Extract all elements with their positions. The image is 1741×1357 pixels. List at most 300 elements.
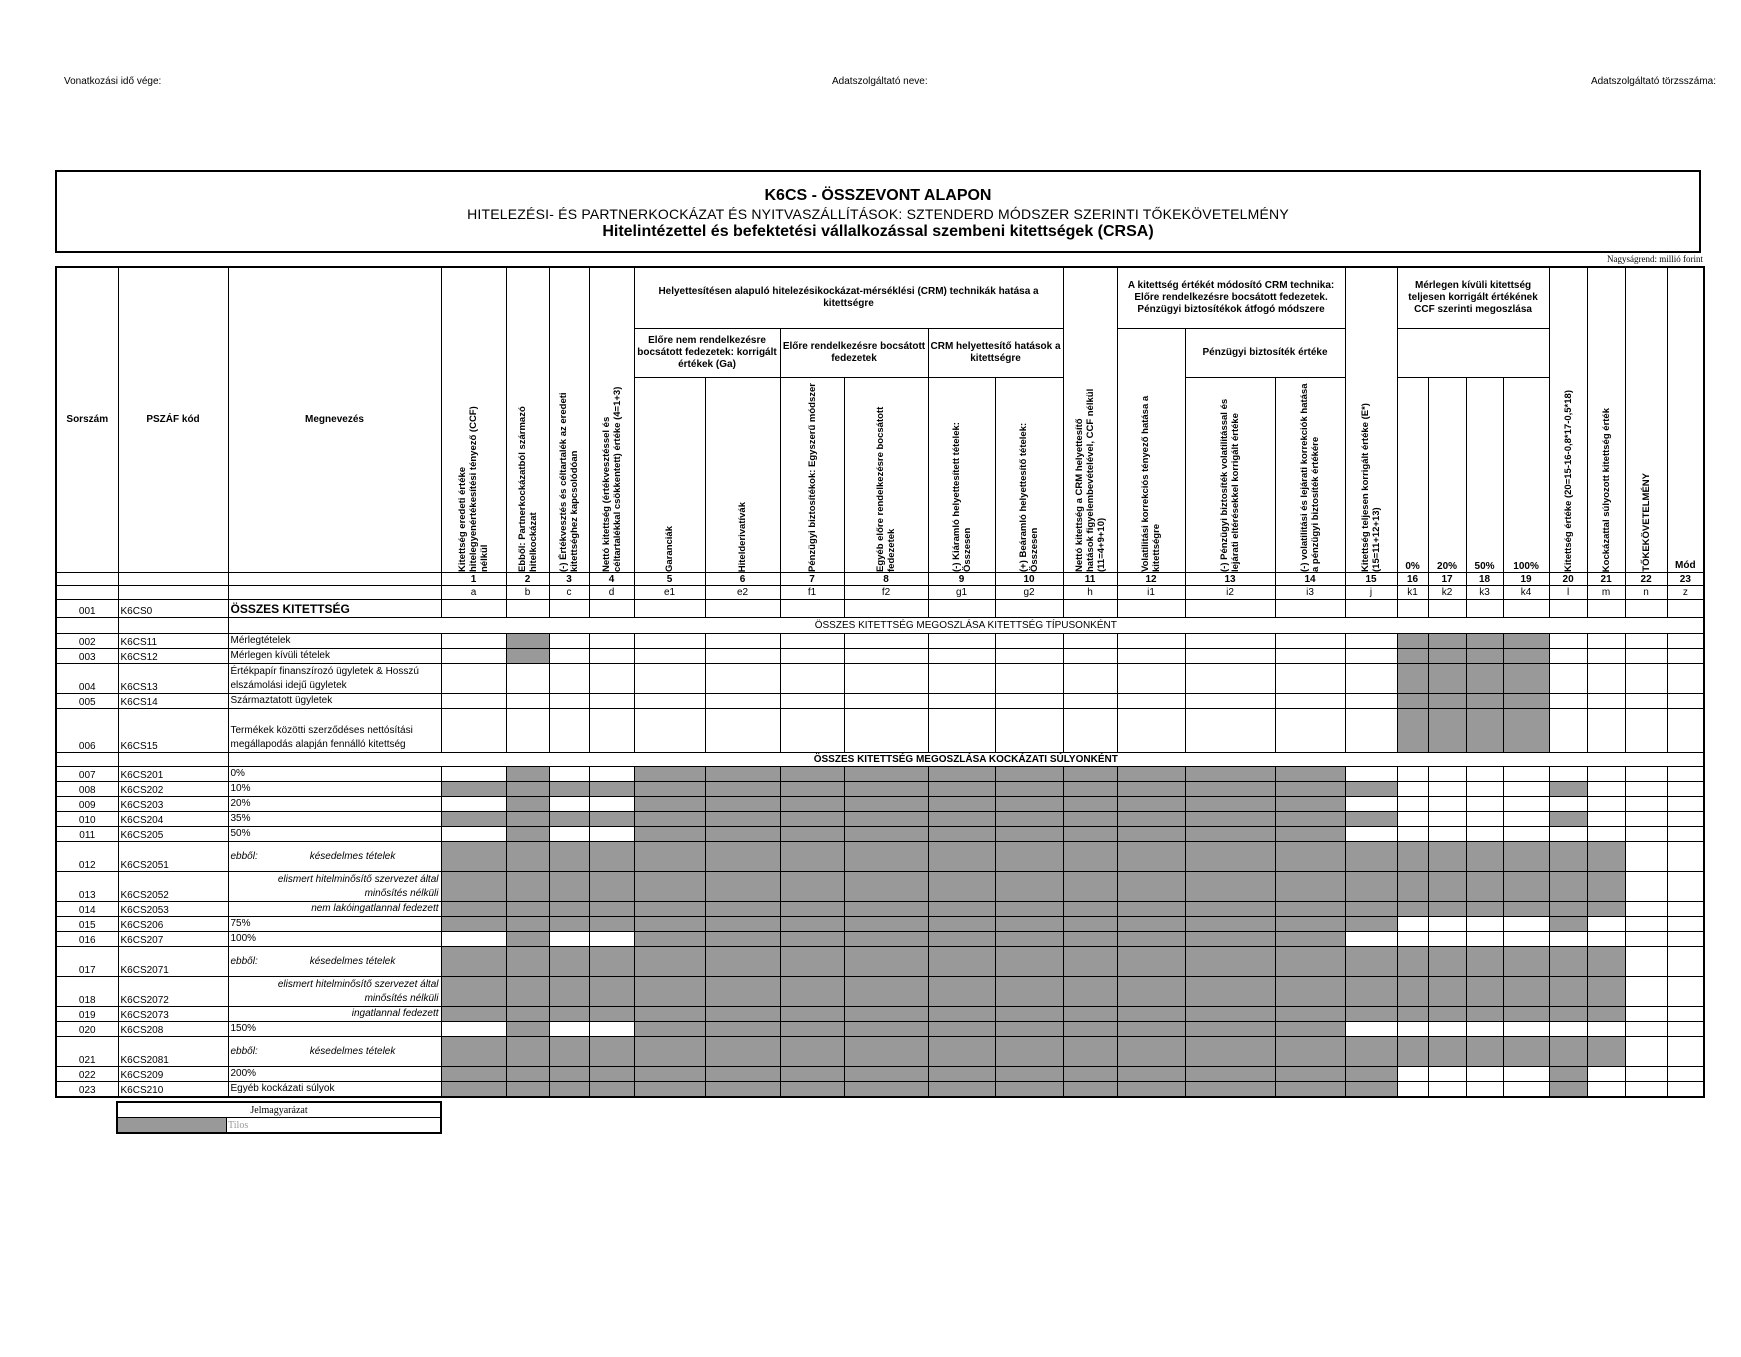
forbidden-cell: [1117, 977, 1185, 1007]
forbidden-cell: [1503, 694, 1549, 709]
forbidden-cell: [995, 1007, 1063, 1022]
row-name[interactable]: Származtatott ügyletek: [228, 694, 441, 709]
data-cell[interactable]: [1063, 694, 1117, 709]
forbidden-cell: [589, 1037, 634, 1067]
data-cell[interactable]: [441, 827, 506, 842]
data-cell[interactable]: [1625, 1007, 1667, 1022]
form-subtitle: HITELEZÉSI- ÉS PARTNERKOCKÁZAT ÉS NYITVASZÁLLÍTÁSOK: SZTENDERD MÓDSZER SZERINTI TŐKEKÖVETELMÉNY: [467, 206, 1289, 222]
data-cell[interactable]: [705, 649, 780, 664]
row-name[interactable]: [228, 842, 441, 872]
data-cell[interactable]: [634, 600, 705, 618]
data-cell[interactable]: [1117, 709, 1185, 753]
data-cell[interactable]: [780, 664, 844, 694]
data-cell[interactable]: [1625, 664, 1667, 694]
data-cell[interactable]: [1667, 917, 1704, 932]
forbidden-cell: [506, 902, 549, 917]
data-cell[interactable]: [1549, 932, 1587, 947]
data-cell[interactable]: [1667, 827, 1704, 842]
data-cell[interactable]: [549, 709, 589, 753]
data-cell[interactable]: [441, 664, 506, 694]
data-cell[interactable]: [1549, 1022, 1587, 1037]
data-cell[interactable]: [1587, 694, 1625, 709]
data-cell[interactable]: [589, 827, 634, 842]
data-cell[interactable]: [1428, 812, 1466, 827]
data-cell[interactable]: [634, 694, 705, 709]
data-cell[interactable]: [1397, 782, 1428, 797]
data-cell[interactable]: [506, 664, 549, 694]
data-cell[interactable]: [441, 932, 506, 947]
data-cell[interactable]: [1587, 649, 1625, 664]
data-cell[interactable]: [1345, 709, 1397, 753]
row-name[interactable]: Mérlegen kívüli tételek: [228, 649, 441, 664]
forbidden-cell: [995, 902, 1063, 917]
data-cell[interactable]: [589, 634, 634, 649]
data-cell[interactable]: [1549, 709, 1587, 753]
data-cell[interactable]: [1397, 797, 1428, 812]
row-name[interactable]: nem lakóingatlannal fedezett: [228, 902, 441, 917]
forbidden-cell: [1345, 902, 1397, 917]
forbidden-cell: [549, 872, 589, 902]
data-cell[interactable]: [1466, 932, 1503, 947]
data-cell[interactable]: [995, 694, 1063, 709]
data-cell[interactable]: [1185, 600, 1275, 618]
data-cell[interactable]: [928, 664, 995, 694]
forbidden-cell: [1063, 797, 1117, 812]
data-cell[interactable]: [1185, 634, 1275, 649]
forbidden-cell: [1063, 782, 1117, 797]
data-cell[interactable]: [1428, 797, 1466, 812]
data-cell[interactable]: [1117, 694, 1185, 709]
data-cell[interactable]: [1345, 694, 1397, 709]
data-cell[interactable]: [589, 797, 634, 812]
data-cell[interactable]: [1667, 1037, 1704, 1067]
forbidden-cell: [844, 947, 928, 977]
data-cell[interactable]: [928, 694, 995, 709]
data-cell[interactable]: [1587, 797, 1625, 812]
data-cell[interactable]: [1063, 649, 1117, 664]
forbidden-cell: [506, 947, 549, 977]
data-cell[interactable]: [1397, 1022, 1428, 1037]
data-cell[interactable]: [589, 694, 634, 709]
data-cell[interactable]: [1625, 694, 1667, 709]
data-cell[interactable]: [995, 634, 1063, 649]
data-cell[interactable]: [1503, 767, 1549, 782]
data-cell[interactable]: [1587, 1082, 1625, 1098]
data-cell[interactable]: [1549, 649, 1587, 664]
row-name[interactable]: Egyéb kockázati súlyok: [228, 1082, 441, 1098]
data-cell[interactable]: [1117, 664, 1185, 694]
data-cell[interactable]: [549, 827, 589, 842]
data-cell[interactable]: [705, 600, 780, 618]
forbidden-cell: [844, 932, 928, 947]
data-cell[interactable]: [1397, 827, 1428, 842]
row-name-prefix: ebből:: [230, 1045, 258, 1057]
data-cell[interactable]: [1587, 664, 1625, 694]
data-cell[interactable]: [549, 664, 589, 694]
data-cell[interactable]: [1466, 600, 1503, 618]
data-cell[interactable]: [844, 709, 928, 753]
empty-cell: [118, 753, 228, 767]
data-cell[interactable]: [441, 1022, 506, 1037]
data-cell[interactable]: [1667, 694, 1704, 709]
data-cell[interactable]: [1466, 1067, 1503, 1082]
data-cell[interactable]: [1275, 649, 1345, 664]
data-cell[interactable]: [1117, 634, 1185, 649]
data-cell[interactable]: [1428, 932, 1466, 947]
data-cell[interactable]: [1667, 902, 1704, 917]
data-cell[interactable]: [1587, 1067, 1625, 1082]
data-cell[interactable]: [506, 709, 549, 753]
data-cell[interactable]: [1625, 600, 1667, 618]
forbidden-cell: [705, 917, 780, 932]
data-cell[interactable]: [1503, 782, 1549, 797]
forbidden-cell: [589, 812, 634, 827]
data-cell[interactable]: [1667, 932, 1704, 947]
data-cell[interactable]: [634, 649, 705, 664]
data-cell[interactable]: [1397, 767, 1428, 782]
col-number: 20: [1549, 573, 1587, 586]
row-name[interactable]: 200%: [228, 1067, 441, 1082]
data-cell[interactable]: [1625, 797, 1667, 812]
data-cell[interactable]: [1185, 694, 1275, 709]
row-name[interactable]: [228, 1037, 441, 1067]
data-cell[interactable]: [1667, 947, 1704, 977]
row-name[interactable]: 20%: [228, 797, 441, 812]
data-cell[interactable]: [1667, 782, 1704, 797]
forbidden-cell: [995, 1022, 1063, 1037]
data-cell[interactable]: [1428, 600, 1466, 618]
data-cell[interactable]: [1549, 767, 1587, 782]
data-cell[interactable]: [1549, 600, 1587, 618]
data-cell[interactable]: [1345, 634, 1397, 649]
data-cell[interactable]: [589, 767, 634, 782]
data-cell[interactable]: [1397, 812, 1428, 827]
forbidden-cell: [506, 1007, 549, 1022]
data-cell[interactable]: [441, 649, 506, 664]
data-cell[interactable]: [1667, 797, 1704, 812]
data-cell[interactable]: [1275, 694, 1345, 709]
forbidden-cell: [1503, 709, 1549, 753]
data-cell[interactable]: [1667, 842, 1704, 872]
row-name[interactable]: ÖSSZES KITETTSÉG: [228, 600, 441, 618]
data-cell[interactable]: [705, 694, 780, 709]
data-cell[interactable]: [1503, 797, 1549, 812]
data-cell[interactable]: [1549, 634, 1587, 649]
data-cell[interactable]: [1428, 917, 1466, 932]
row-name[interactable]: 100%: [228, 932, 441, 947]
data-cell[interactable]: [1503, 812, 1549, 827]
data-cell[interactable]: [1345, 827, 1397, 842]
data-cell[interactable]: [549, 797, 589, 812]
data-cell[interactable]: [1428, 827, 1466, 842]
data-cell[interactable]: [1428, 1082, 1466, 1098]
data-cell[interactable]: [928, 709, 995, 753]
data-cell[interactable]: [1587, 812, 1625, 827]
data-cell[interactable]: [844, 694, 928, 709]
data-cell[interactable]: [549, 932, 589, 947]
data-cell[interactable]: [589, 649, 634, 664]
table-row: [56, 1082, 1704, 1098]
data-cell[interactable]: [1625, 932, 1667, 947]
data-cell[interactable]: [1345, 1022, 1397, 1037]
data-cell[interactable]: [1345, 664, 1397, 694]
data-cell[interactable]: [589, 600, 634, 618]
data-cell[interactable]: [1625, 1022, 1667, 1037]
data-cell[interactable]: [995, 649, 1063, 664]
row-name[interactable]: 35%: [228, 812, 441, 827]
data-cell[interactable]: [549, 600, 589, 618]
data-cell[interactable]: [1549, 797, 1587, 812]
data-cell[interactable]: [506, 694, 549, 709]
data-cell[interactable]: [1587, 827, 1625, 842]
data-cell[interactable]: [1667, 1067, 1704, 1082]
forbidden-cell: [780, 872, 844, 902]
data-cell[interactable]: [1587, 932, 1625, 947]
data-cell[interactable]: [1667, 1007, 1704, 1022]
data-cell[interactable]: [1397, 932, 1428, 947]
data-cell[interactable]: [1667, 649, 1704, 664]
forbidden-cell: [506, 932, 549, 947]
data-cell[interactable]: [1466, 797, 1503, 812]
data-cell[interactable]: [1397, 1067, 1428, 1082]
data-cell[interactable]: [1587, 634, 1625, 649]
data-cell[interactable]: [1063, 664, 1117, 694]
data-cell[interactable]: [589, 932, 634, 947]
data-cell[interactable]: [1667, 634, 1704, 649]
row-name[interactable]: [228, 947, 441, 977]
data-cell[interactable]: [844, 649, 928, 664]
row-name[interactable]: 75%: [228, 917, 441, 932]
data-cell[interactable]: [1625, 782, 1667, 797]
data-cell[interactable]: [1549, 694, 1587, 709]
data-cell[interactable]: [1667, 664, 1704, 694]
data-cell[interactable]: [1503, 932, 1549, 947]
data-cell[interactable]: [441, 694, 506, 709]
data-cell[interactable]: [549, 767, 589, 782]
data-cell[interactable]: [1667, 600, 1704, 618]
row-name[interactable]: [228, 977, 441, 1007]
data-cell[interactable]: [1625, 1067, 1667, 1082]
data-cell[interactable]: [549, 634, 589, 649]
data-cell[interactable]: [1625, 842, 1667, 872]
data-cell[interactable]: [589, 664, 634, 694]
data-cell[interactable]: [1503, 1067, 1549, 1082]
forbidden-cell: [1549, 1037, 1587, 1067]
data-cell[interactable]: [1503, 600, 1549, 618]
data-cell[interactable]: [1667, 767, 1704, 782]
forbidden-cell: [506, 1022, 549, 1037]
row-number: 015: [56, 917, 118, 932]
data-cell[interactable]: [1397, 1082, 1428, 1098]
data-cell[interactable]: [705, 664, 780, 694]
data-cell[interactable]: [1345, 600, 1397, 618]
data-cell[interactable]: [928, 634, 995, 649]
row-name[interactable]: Értékpapír finanszírozó ügyletek & Hosszú elszámolási idejű ügyletek: [228, 664, 441, 694]
data-cell[interactable]: [1503, 827, 1549, 842]
data-cell[interactable]: [634, 634, 705, 649]
data-cell[interactable]: [1185, 664, 1275, 694]
data-cell[interactable]: [1466, 917, 1503, 932]
data-cell[interactable]: [1625, 812, 1667, 827]
data-cell[interactable]: [1466, 827, 1503, 842]
data-cell[interactable]: [1117, 649, 1185, 664]
data-cell[interactable]: [1275, 634, 1345, 649]
row-name[interactable]: 50%: [228, 827, 441, 842]
data-cell[interactable]: [1117, 600, 1185, 618]
data-cell[interactable]: [634, 709, 705, 753]
row-number: 017: [56, 947, 118, 977]
data-cell[interactable]: [1549, 664, 1587, 694]
forbidden-cell: [780, 827, 844, 842]
data-cell[interactable]: [549, 1022, 589, 1037]
data-cell[interactable]: [1667, 977, 1704, 1007]
row-number: 023: [56, 1082, 118, 1098]
forbidden-cell: [1275, 827, 1345, 842]
data-cell[interactable]: [441, 767, 506, 782]
data-cell[interactable]: [441, 600, 506, 618]
data-cell[interactable]: [1345, 649, 1397, 664]
data-cell[interactable]: [589, 1022, 634, 1037]
data-cell[interactable]: [1625, 917, 1667, 932]
data-cell[interactable]: [1503, 917, 1549, 932]
data-cell[interactable]: [1625, 634, 1667, 649]
data-cell[interactable]: [1549, 827, 1587, 842]
data-cell[interactable]: [844, 664, 928, 694]
data-cell[interactable]: [1625, 1037, 1667, 1067]
forbidden-cell: [1063, 947, 1117, 977]
data-cell[interactable]: [844, 634, 928, 649]
data-cell[interactable]: [1428, 767, 1466, 782]
row-name[interactable]: 10%: [228, 782, 441, 797]
forbidden-cell: [844, 977, 928, 1007]
data-cell[interactable]: [1466, 812, 1503, 827]
data-cell[interactable]: [1185, 709, 1275, 753]
data-cell[interactable]: [1345, 767, 1397, 782]
data-cell[interactable]: [441, 634, 506, 649]
data-cell[interactable]: [995, 709, 1063, 753]
data-cell[interactable]: [549, 694, 589, 709]
data-cell[interactable]: [1503, 1022, 1549, 1037]
col-number: 8: [844, 573, 928, 586]
data-cell[interactable]: [1625, 902, 1667, 917]
data-cell[interactable]: [1625, 767, 1667, 782]
row-name[interactable]: 150%: [228, 1022, 441, 1037]
forbidden-cell: [506, 782, 549, 797]
data-cell[interactable]: [1063, 600, 1117, 618]
data-cell[interactable]: [928, 600, 995, 618]
data-cell[interactable]: [441, 709, 506, 753]
forbidden-cell: [506, 977, 549, 1007]
row-name[interactable]: 0%: [228, 767, 441, 782]
data-cell[interactable]: [1503, 1082, 1549, 1098]
data-cell[interactable]: [506, 600, 549, 618]
data-cell[interactable]: [844, 600, 928, 618]
col-13-header: (-) Pénzügyi biztosíték volatilitással és lejárati eltérésekkel korrigált értéke: [1185, 378, 1275, 573]
data-cell[interactable]: [1275, 600, 1345, 618]
forbidden-cell: [634, 917, 705, 932]
forbidden-cell: [995, 947, 1063, 977]
data-cell[interactable]: [1466, 1022, 1503, 1037]
data-cell[interactable]: [1063, 634, 1117, 649]
forbidden-cell: [589, 977, 634, 1007]
data-cell[interactable]: [1587, 782, 1625, 797]
data-cell[interactable]: [705, 709, 780, 753]
row-number: 022: [56, 1067, 118, 1082]
data-cell[interactable]: [634, 664, 705, 694]
data-cell[interactable]: [1667, 709, 1704, 753]
forbidden-cell: [1345, 1037, 1397, 1067]
forbidden-cell: [1397, 1037, 1428, 1067]
data-cell[interactable]: [1667, 872, 1704, 902]
report-table: [55, 266, 1705, 1098]
data-cell[interactable]: [1466, 767, 1503, 782]
data-cell[interactable]: [1587, 917, 1625, 932]
col-number: 22: [1625, 573, 1667, 586]
data-cell[interactable]: [780, 600, 844, 618]
row-name-line1: elismert hitelminősítő szervezet által: [277, 873, 439, 885]
data-cell[interactable]: [780, 649, 844, 664]
row-code: K6CS204: [118, 812, 228, 827]
data-cell[interactable]: [1625, 872, 1667, 902]
row-name[interactable]: Termékek közötti szerződéses nettósítási megállapodás alapján fennálló kitettség: [228, 709, 441, 753]
data-cell[interactable]: [589, 709, 634, 753]
data-cell[interactable]: [1185, 649, 1275, 664]
data-cell[interactable]: [1625, 649, 1667, 664]
data-cell[interactable]: [1587, 600, 1625, 618]
data-cell[interactable]: [1625, 827, 1667, 842]
data-cell[interactable]: [1428, 1067, 1466, 1082]
col-letter: k2: [1428, 586, 1466, 600]
data-cell[interactable]: [1587, 767, 1625, 782]
data-cell[interactable]: [1466, 1082, 1503, 1098]
data-cell[interactable]: [780, 634, 844, 649]
data-cell[interactable]: [441, 797, 506, 812]
data-cell[interactable]: [1275, 664, 1345, 694]
row-name-text: késedelmes tételek: [309, 955, 396, 967]
data-cell[interactable]: [705, 634, 780, 649]
data-cell[interactable]: [1667, 812, 1704, 827]
data-cell[interactable]: [1063, 709, 1117, 753]
forbidden-cell: [780, 842, 844, 872]
data-cell[interactable]: [995, 664, 1063, 694]
forbidden-cell: [1275, 902, 1345, 917]
data-cell[interactable]: [1587, 1022, 1625, 1037]
row-name[interactable]: [228, 872, 441, 902]
data-cell[interactable]: [780, 709, 844, 753]
data-cell[interactable]: [1397, 917, 1428, 932]
row-name[interactable]: ingatlannal fedezett: [228, 1007, 441, 1022]
data-cell[interactable]: [549, 649, 589, 664]
data-cell[interactable]: [1587, 709, 1625, 753]
data-cell[interactable]: [1625, 977, 1667, 1007]
data-cell[interactable]: [1667, 1022, 1704, 1037]
row-name[interactable]: Mérlegtételek: [228, 634, 441, 649]
data-cell[interactable]: [1397, 600, 1428, 618]
data-cell[interactable]: [1625, 947, 1667, 977]
data-cell[interactable]: [1667, 1082, 1704, 1098]
data-cell[interactable]: [1428, 782, 1466, 797]
data-cell[interactable]: [995, 600, 1063, 618]
data-cell[interactable]: [1428, 1022, 1466, 1037]
data-cell[interactable]: [1625, 709, 1667, 753]
data-cell[interactable]: [1275, 709, 1345, 753]
data-cell[interactable]: [1625, 1082, 1667, 1098]
data-cell[interactable]: [780, 694, 844, 709]
data-cell[interactable]: [1345, 797, 1397, 812]
data-cell[interactable]: [928, 649, 995, 664]
data-cell[interactable]: [1345, 932, 1397, 947]
data-cell[interactable]: [1466, 782, 1503, 797]
